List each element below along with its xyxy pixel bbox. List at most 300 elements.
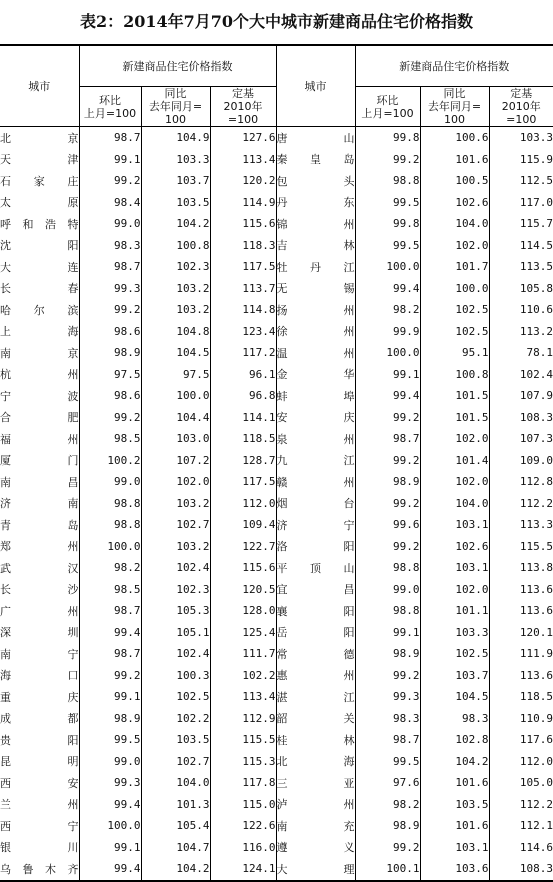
city-name: 平顶山 xyxy=(276,557,355,579)
table-row xyxy=(0,514,553,536)
mom-index: 99.1 xyxy=(355,622,420,644)
city-name: 宜昌 xyxy=(276,579,355,601)
table-row xyxy=(0,815,553,837)
base-index: 115.6 xyxy=(210,557,276,579)
city-name: 南京 xyxy=(0,346,79,360)
table-row xyxy=(0,428,553,450)
mom-index: 98.8 xyxy=(79,514,141,536)
city-name: 合肥 xyxy=(0,411,79,425)
city-name: 牡丹江 xyxy=(276,256,355,278)
yoy-index: 101.3 xyxy=(141,794,210,816)
base-index: 96.1 xyxy=(210,364,276,386)
mom-index: 98.9 xyxy=(355,815,420,837)
mom-index: 99.5 xyxy=(79,729,141,751)
yoy-index: 103.3 xyxy=(420,622,489,644)
base-index: 128.0 xyxy=(210,600,276,622)
mom-index: 99.0 xyxy=(79,751,141,773)
base-index: 112.8 xyxy=(489,471,553,493)
base-index: 127.6 xyxy=(210,127,276,149)
mom-index: 98.7 xyxy=(79,256,141,278)
yoy-index: 100.0 xyxy=(141,385,210,407)
mom-index: 99.2 xyxy=(355,493,420,515)
base-index: 78.1 xyxy=(489,342,553,364)
table-row xyxy=(0,600,553,622)
city-name: 济宁 xyxy=(276,514,355,536)
yoy-index: 104.5 xyxy=(141,342,210,364)
yoy-index: 102.5 xyxy=(141,686,210,708)
yoy-index: 104.2 xyxy=(141,213,210,235)
base-index: 110.9 xyxy=(489,708,553,730)
city-name: 南宁 xyxy=(0,647,79,661)
mom-index: 98.6 xyxy=(79,385,141,407)
yoy-index: 102.0 xyxy=(420,428,489,450)
base-index: 122.7 xyxy=(210,536,276,558)
city-name: 太原 xyxy=(0,196,79,210)
yoy-index: 104.0 xyxy=(420,493,489,515)
city-name: 银川 xyxy=(0,841,79,855)
base-index: 114.6 xyxy=(489,837,553,859)
mom-index: 99.3 xyxy=(355,686,420,708)
table-row xyxy=(0,729,553,751)
city-name: 泉州 xyxy=(276,428,355,450)
city-name: 武汉 xyxy=(0,561,79,575)
base-index: 113.4 xyxy=(210,149,276,171)
mom-index: 98.8 xyxy=(355,170,420,192)
city-name: 上海 xyxy=(0,325,79,339)
yoy-index: 102.0 xyxy=(420,579,489,601)
base-index: 112.1 xyxy=(489,815,553,837)
base-index: 113.2 xyxy=(489,321,553,343)
base-index: 108.3 xyxy=(489,407,553,429)
yoy-index: 101.6 xyxy=(420,772,489,794)
city-name: 沈阳 xyxy=(0,239,79,253)
yoy-index: 104.8 xyxy=(141,321,210,343)
mom-index: 98.8 xyxy=(79,493,141,515)
city-name: 石家庄 xyxy=(0,174,79,188)
mom-index: 99.2 xyxy=(79,407,141,429)
base-index: 113.6 xyxy=(489,665,553,687)
base-index: 117.2 xyxy=(210,342,276,364)
table-row xyxy=(0,385,553,407)
city-name: 济南 xyxy=(0,497,79,511)
city-name: 大理 xyxy=(276,858,355,881)
city-name: 襄阳 xyxy=(276,600,355,622)
city-name: 包头 xyxy=(276,170,355,192)
yoy-index: 101.1 xyxy=(420,600,489,622)
table-row xyxy=(0,450,553,472)
table-row xyxy=(0,493,553,515)
base-index: 113.5 xyxy=(489,256,553,278)
city-name: 郑州 xyxy=(0,540,79,554)
table-row xyxy=(0,686,553,708)
mom-index: 100.1 xyxy=(355,858,420,881)
city-name: 南昌 xyxy=(0,475,79,489)
city-name: 锦州 xyxy=(276,213,355,235)
city-name: 韶关 xyxy=(276,708,355,730)
yoy-index: 103.7 xyxy=(141,170,210,192)
yoy-index: 97.5 xyxy=(141,364,210,386)
yoy-index: 102.6 xyxy=(420,192,489,214)
mom-index: 98.7 xyxy=(79,600,141,622)
city-name: 南充 xyxy=(276,815,355,837)
city-name: 遵义 xyxy=(276,837,355,859)
table-row xyxy=(0,342,553,364)
city-name: 贵阳 xyxy=(0,733,79,747)
mom-index: 98.5 xyxy=(79,579,141,601)
yoy-index: 102.5 xyxy=(420,643,489,665)
base-index: 113.3 xyxy=(489,514,553,536)
base-column-header: 定基 2010年 =100 xyxy=(489,87,553,127)
price-index-table xyxy=(0,44,553,882)
base-index: 120.5 xyxy=(210,579,276,601)
mom-index: 99.2 xyxy=(355,536,420,558)
mom-index: 99.2 xyxy=(79,170,141,192)
table-row xyxy=(0,407,553,429)
yoy-index: 100.8 xyxy=(141,235,210,257)
yoy-index: 104.9 xyxy=(141,127,210,149)
yoy-index: 104.4 xyxy=(141,407,210,429)
table-row xyxy=(0,579,553,601)
mom-index: 99.4 xyxy=(355,385,420,407)
base-index: 115.7 xyxy=(489,213,553,235)
base-index: 112.9 xyxy=(210,708,276,730)
base-index: 105.0 xyxy=(489,772,553,794)
yoy-index: 100.0 xyxy=(420,278,489,300)
mom-index: 99.2 xyxy=(79,299,141,321)
city-name: 海口 xyxy=(0,669,79,683)
mom-index: 99.5 xyxy=(355,751,420,773)
city-name: 兰州 xyxy=(0,798,79,812)
city-name: 唐山 xyxy=(276,127,355,149)
base-index: 124.1 xyxy=(210,858,276,881)
yoy-index: 101.5 xyxy=(420,407,489,429)
yoy-index: 103.1 xyxy=(420,837,489,859)
yoy-index: 103.6 xyxy=(420,858,489,881)
table-title: 表2：2014年7月70个大中城市新建商品住宅价格指数 xyxy=(79,12,474,31)
city-name: 蚌埠 xyxy=(276,385,355,407)
base-index: 113.8 xyxy=(489,557,553,579)
city-name: 天津 xyxy=(0,153,79,167)
base-index: 107.9 xyxy=(489,385,553,407)
base-index: 120.1 xyxy=(489,622,553,644)
base-index: 110.6 xyxy=(489,299,553,321)
yoy-index: 103.5 xyxy=(141,729,210,751)
yoy-index: 102.6 xyxy=(420,536,489,558)
city-name: 北京 xyxy=(0,131,79,145)
mom-index: 99.2 xyxy=(355,450,420,472)
mom-index: 99.0 xyxy=(79,213,141,235)
yoy-index: 100.3 xyxy=(141,665,210,687)
table-row xyxy=(0,321,553,343)
table-row xyxy=(0,643,553,665)
city-name: 安庆 xyxy=(276,407,355,429)
yoy-index: 102.7 xyxy=(141,514,210,536)
yoy-index: 103.7 xyxy=(420,665,489,687)
city-name: 吉林 xyxy=(276,235,355,257)
mom-index: 99.0 xyxy=(79,471,141,493)
base-index: 103.3 xyxy=(489,127,553,149)
mom-index: 99.2 xyxy=(355,665,420,687)
table-row xyxy=(0,278,553,300)
yoy-index: 102.0 xyxy=(420,471,489,493)
city-name: 呼和浩特 xyxy=(0,217,79,231)
base-index: 116.0 xyxy=(210,837,276,859)
table-row xyxy=(0,127,553,149)
table-row xyxy=(0,471,553,493)
base-index: 114.9 xyxy=(210,192,276,214)
mom-index: 98.4 xyxy=(79,192,141,214)
yoy-index: 107.2 xyxy=(141,450,210,472)
yoy-index: 101.4 xyxy=(420,450,489,472)
mom-index: 99.8 xyxy=(355,127,420,149)
base-index: 111.7 xyxy=(210,643,276,665)
base-index: 115.9 xyxy=(489,149,553,171)
mom-index: 99.8 xyxy=(355,213,420,235)
base-index: 117.8 xyxy=(210,772,276,794)
mom-column-header: 环比 上月=100 xyxy=(355,87,420,127)
mom-index: 99.0 xyxy=(355,579,420,601)
yoy-index: 101.5 xyxy=(420,385,489,407)
yoy-index: 103.2 xyxy=(141,493,210,515)
city-name: 桂林 xyxy=(276,729,355,751)
city-name: 扬州 xyxy=(276,299,355,321)
index-group-header: 新建商品住宅价格指数 xyxy=(355,45,553,87)
city-name: 福州 xyxy=(0,432,79,446)
mom-index: 99.4 xyxy=(79,622,141,644)
city-column-header: 城市 xyxy=(0,45,79,127)
mom-index: 98.2 xyxy=(79,557,141,579)
city-name: 西宁 xyxy=(0,819,79,833)
mom-index: 99.2 xyxy=(355,149,420,171)
city-name: 无锡 xyxy=(276,278,355,300)
yoy-index: 105.4 xyxy=(141,815,210,837)
base-index: 107.3 xyxy=(489,428,553,450)
yoy-index: 105.1 xyxy=(141,622,210,644)
base-index: 109.4 xyxy=(210,514,276,536)
yoy-index: 103.5 xyxy=(141,192,210,214)
yoy-index: 104.5 xyxy=(420,686,489,708)
index-group-header: 新建商品住宅价格指数 xyxy=(79,45,276,87)
mom-column-header: 环比 上月=100 xyxy=(79,87,141,127)
table-row xyxy=(0,149,553,171)
mom-index: 98.6 xyxy=(79,321,141,343)
base-index: 108.3 xyxy=(489,858,553,881)
mom-index: 99.4 xyxy=(79,858,141,881)
yoy-index: 104.0 xyxy=(420,213,489,235)
base-index: 109.0 xyxy=(489,450,553,472)
city-name: 烟台 xyxy=(276,493,355,515)
yoy-index: 103.1 xyxy=(420,514,489,536)
mom-index: 99.1 xyxy=(79,686,141,708)
mom-index: 99.2 xyxy=(79,665,141,687)
city-name: 大连 xyxy=(0,260,79,274)
base-index: 115.0 xyxy=(210,794,276,816)
yoy-index: 104.2 xyxy=(420,751,489,773)
mom-index: 100.0 xyxy=(79,536,141,558)
yoy-index: 105.3 xyxy=(141,600,210,622)
mom-index: 98.9 xyxy=(79,708,141,730)
yoy-column-header: 同比 去年同月= 100 xyxy=(141,87,210,127)
city-name: 洛阳 xyxy=(276,536,355,558)
table-row xyxy=(0,708,553,730)
yoy-index: 98.3 xyxy=(420,708,489,730)
mom-index: 99.4 xyxy=(79,794,141,816)
yoy-index: 101.6 xyxy=(420,815,489,837)
table-row xyxy=(0,364,553,386)
city-name: 乌鲁木齐 xyxy=(0,862,79,876)
base-index: 112.2 xyxy=(489,794,553,816)
base-index: 114.5 xyxy=(489,235,553,257)
yoy-index: 103.2 xyxy=(141,536,210,558)
city-name: 西安 xyxy=(0,776,79,790)
base-index: 115.6 xyxy=(210,213,276,235)
table-row xyxy=(0,557,553,579)
base-column-header: 定基 2010年 =100 xyxy=(210,87,276,127)
base-index: 115.5 xyxy=(210,729,276,751)
mom-index: 98.7 xyxy=(79,643,141,665)
city-name: 湛江 xyxy=(276,686,355,708)
base-index: 113.4 xyxy=(210,686,276,708)
yoy-index: 104.0 xyxy=(141,772,210,794)
table-row xyxy=(0,170,553,192)
city-name: 常德 xyxy=(276,643,355,665)
base-index: 114.1 xyxy=(210,407,276,429)
base-index: 118.3 xyxy=(210,235,276,257)
mom-index: 98.7 xyxy=(79,127,141,149)
yoy-index: 102.2 xyxy=(141,708,210,730)
yoy-index: 101.7 xyxy=(420,256,489,278)
base-index: 117.5 xyxy=(210,256,276,278)
mom-index: 99.2 xyxy=(355,407,420,429)
city-name: 深圳 xyxy=(0,626,79,640)
yoy-index: 101.6 xyxy=(420,149,489,171)
yoy-index: 100.6 xyxy=(420,127,489,149)
city-name: 岳阳 xyxy=(276,622,355,644)
yoy-index: 103.3 xyxy=(141,149,210,171)
base-index: 111.9 xyxy=(489,643,553,665)
base-index: 115.5 xyxy=(489,536,553,558)
city-name: 惠州 xyxy=(276,665,355,687)
yoy-index: 103.2 xyxy=(141,278,210,300)
yoy-index: 102.5 xyxy=(420,321,489,343)
yoy-column-header: 同比 去年同月= 100 xyxy=(420,87,489,127)
table-row xyxy=(0,794,553,816)
table-row xyxy=(0,256,553,278)
city-name: 青岛 xyxy=(0,518,79,532)
yoy-index: 102.4 xyxy=(141,557,210,579)
yoy-index: 102.7 xyxy=(141,751,210,773)
base-index: 123.4 xyxy=(210,321,276,343)
base-index: 112.0 xyxy=(210,493,276,515)
city-name: 厦门 xyxy=(0,454,79,468)
mom-index: 98.8 xyxy=(355,600,420,622)
base-index: 105.8 xyxy=(489,278,553,300)
city-name: 杭州 xyxy=(0,368,79,382)
table-row xyxy=(0,235,553,257)
city-name: 秦皇岛 xyxy=(276,149,355,171)
table-row xyxy=(0,622,553,644)
mom-index: 100.0 xyxy=(79,815,141,837)
yoy-index: 100.8 xyxy=(420,364,489,386)
mom-index: 100.2 xyxy=(79,450,141,472)
mom-index: 98.7 xyxy=(355,729,420,751)
table-row xyxy=(0,751,553,773)
base-index: 118.5 xyxy=(489,686,553,708)
city-name: 重庆 xyxy=(0,690,79,704)
yoy-index: 102.0 xyxy=(420,235,489,257)
city-name: 九江 xyxy=(276,450,355,472)
base-index: 120.2 xyxy=(210,170,276,192)
yoy-index: 102.3 xyxy=(141,579,210,601)
base-index: 115.3 xyxy=(210,751,276,773)
mom-index: 99.2 xyxy=(355,837,420,859)
city-name: 广州 xyxy=(0,604,79,618)
yoy-index: 103.0 xyxy=(141,428,210,450)
yoy-index: 103.5 xyxy=(420,794,489,816)
table-row xyxy=(0,536,553,558)
mom-index: 99.6 xyxy=(355,514,420,536)
mom-index: 99.1 xyxy=(79,837,141,859)
base-index: 117.5 xyxy=(210,471,276,493)
base-index: 122.6 xyxy=(210,815,276,837)
city-name: 昆明 xyxy=(0,755,79,769)
yoy-index: 102.5 xyxy=(420,299,489,321)
base-index: 96.8 xyxy=(210,385,276,407)
base-index: 118.5 xyxy=(210,428,276,450)
yoy-index: 104.7 xyxy=(141,837,210,859)
yoy-index: 100.5 xyxy=(420,170,489,192)
base-index: 102.4 xyxy=(489,364,553,386)
city-column-header: 城市 xyxy=(276,45,355,127)
base-index: 102.2 xyxy=(210,665,276,687)
mom-index: 99.1 xyxy=(79,149,141,171)
table-row xyxy=(0,772,553,794)
mom-index: 98.3 xyxy=(79,235,141,257)
mom-index: 97.6 xyxy=(355,772,420,794)
yoy-index: 95.1 xyxy=(420,342,489,364)
city-name: 温州 xyxy=(276,342,355,364)
mom-index: 99.1 xyxy=(355,364,420,386)
mom-index: 98.3 xyxy=(355,708,420,730)
table-row xyxy=(0,665,553,687)
yoy-index: 103.2 xyxy=(141,299,210,321)
base-index: 112.0 xyxy=(489,751,553,773)
base-index: 114.8 xyxy=(210,299,276,321)
mom-index: 100.0 xyxy=(355,342,420,364)
yoy-index: 102.4 xyxy=(141,643,210,665)
yoy-index: 103.1 xyxy=(420,557,489,579)
city-name: 徐州 xyxy=(276,321,355,343)
base-index: 128.7 xyxy=(210,450,276,472)
mom-index: 99.9 xyxy=(355,321,420,343)
city-name: 赣州 xyxy=(276,471,355,493)
city-name: 金华 xyxy=(276,364,355,386)
mom-index: 98.9 xyxy=(355,471,420,493)
table-row xyxy=(0,858,553,881)
mom-index: 98.5 xyxy=(79,428,141,450)
table-row xyxy=(0,213,553,235)
mom-index: 99.4 xyxy=(355,278,420,300)
mom-index: 97.5 xyxy=(79,364,141,386)
table-row xyxy=(0,837,553,859)
yoy-index: 104.2 xyxy=(141,858,210,881)
mom-index: 98.2 xyxy=(355,794,420,816)
city-name: 丹东 xyxy=(276,192,355,214)
base-index: 112.2 xyxy=(489,493,553,515)
base-index: 113.7 xyxy=(210,278,276,300)
table-row xyxy=(0,299,553,321)
mom-index: 98.8 xyxy=(355,557,420,579)
